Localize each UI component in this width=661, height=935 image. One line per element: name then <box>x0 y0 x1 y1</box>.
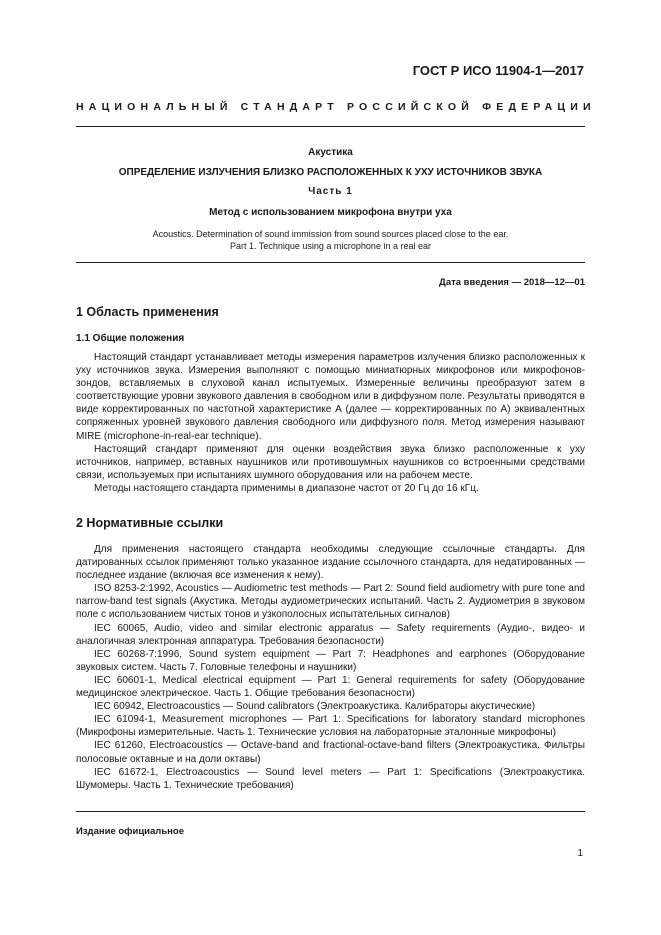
page-number: 1 <box>577 848 583 859</box>
official-edition-label: Издание официальное <box>76 826 184 837</box>
reference-item: IEC 60942, Electroacoustics — Sound calibrators (Электроакустика. Калибраторы акустические) <box>94 701 536 713</box>
section-2-body <box>76 543 585 792</box>
document-subtitle: Метод с использованием микрофона внутри уха <box>209 207 452 218</box>
top-divider <box>76 126 585 127</box>
paragraph: Методы настоящего стандарта применимы в диапазоне частот от 20 Гц до 16 кГц. <box>94 482 479 494</box>
paragraph: Настоящий стандарт применяют для оценки воздействия звука близко расположенные к уху источников, например, вставных наушников или противошумных наушников со встроенными средствами связи, используемых при испытаниях шумного оборудования или на рабочем месте. <box>76 443 585 481</box>
reference-item: IEC 61672-1, Electroacoustics — Sound level meters — Part 1: Specifications (Электроакустика. Шумомеры. Часть 1. Технические требования) <box>76 766 585 791</box>
english-title-line-1: Acoustics. Determination of sound immission from sound sources placed close to the ear. <box>152 229 509 239</box>
standard-number: ГОСТ Р ИСО 11904-1—2017 <box>412 63 584 78</box>
section-1-1-heading: 1.1 Общие положения <box>76 333 185 344</box>
reference-item: IEC 61094-1, Measurement microphones — Part 1: Specifications for laboratory standard microphones (Микрофоны измерительные. Часть 1. Технические условия на лабораторные эталонные микрофоны) <box>76 714 585 739</box>
reference-item: IEC 60601-1, Medical electrical equipment — Part 1: General requirements for safety (Оборудование медицинское электрическое. Часть 1. Общие требования безопасности) <box>76 674 585 700</box>
footer-divider <box>76 811 585 812</box>
document-title: ОПРЕДЕЛЕНИЕ ИЗЛУЧЕНИЯ БЛИЗКО РАСПОЛОЖЕННЫХ К УХУ ИСТОЧНИКОВ ЗВУКА <box>118 167 543 178</box>
reference-item: ISO 8253-2:1992, Acoustics — Audiometric test methods — Part 2: Sound field audiometry with pure tone and narrow-band test signals (Акустика. Методы аудиометрических испытаний. Часть 2. Аудиометрия в звуковом поле с использованием чистых тонов и узкополосных испытательных сигналов) <box>76 583 585 621</box>
section-1-body <box>76 351 585 495</box>
document-topic: Акустика <box>308 147 353 158</box>
reference-item: IEC 61260, Electroacoustics — Octave-band and fractional-octave-band filters (Электроакустика. Фильтры полосовые октавные и на доли октавы) <box>76 740 585 765</box>
section-1-heading: 1 Область применения <box>76 305 219 319</box>
paragraph: Настоящий стандарт устанавливает методы измерения параметров излучения близко расположенных к уху источников звука. Измерения выполняют с помощью миниатюрных микрофонов или микрофонов-зондов, вставляемых в слуховой канал испытуемых. Измеренные величины преобразуют затем в соответствующие уровни звукового давления в свободном или в диффузном поле. Результаты приводятся в виде корректированных по частотной характеристике А (далее — корректированных по А) эквивалентных сопряженных уровней звукового давления свободного или диффузного поля. Метод измерения называют MIRE (microphone-in-real-ear technique). <box>76 352 585 442</box>
title-divider <box>76 262 585 263</box>
reference-item: IEC 60268-7:1996, Sound system equipment — Part 7: Headphones and earphones (Оборудование звуковых систем. Часть 7. Головные телефоны и наушники) <box>76 648 585 673</box>
english-title-line-2: Part 1. Technique using a microphone in a real ear <box>230 241 431 251</box>
national-standard-banner: НАЦИОНАЛЬНЫЙ СТАНДАРТ РОССИЙСКОЙ ФЕДЕРАЦИИ <box>76 101 596 113</box>
introduction-date: Дата введения — 2018—12—01 <box>439 277 585 288</box>
reference-item: IEC 60065, Audio, video and similar electronic apparatus — Safety requirements (Аудио-, видео- и аналогичная электронная аппаратура. Требования безопасности) <box>76 622 585 647</box>
section-2-heading: 2 Нормативные ссылки <box>76 516 224 530</box>
paragraph: Для применения настоящего стандарта необходимы следующие ссылочные стандарты. Для датированных ссылок применяют только указанное издание ссылочного стандарта, для недатированных — последнее издание (включая все изменения к нему). <box>76 544 585 582</box>
document-part: Часть 1 <box>308 186 353 197</box>
